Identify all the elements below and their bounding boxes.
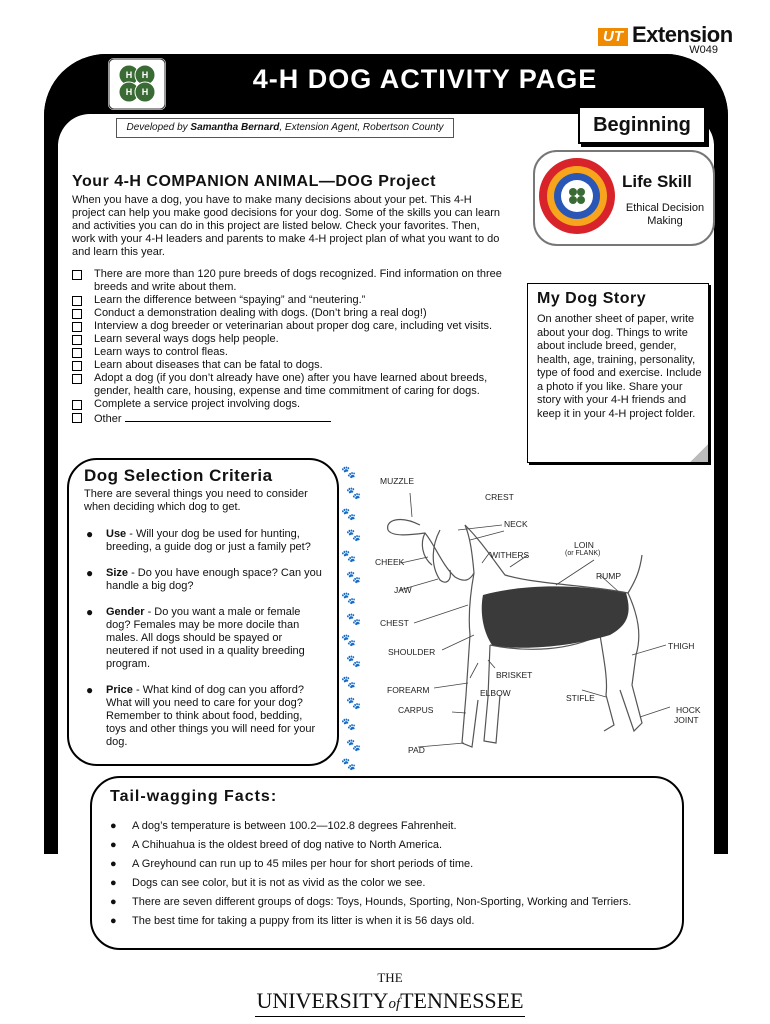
checkbox[interactable] — [72, 400, 82, 410]
checklist-text: Learn the difference between “spaying” and “neutering.” — [94, 294, 366, 306]
dog-story-title: My Dog Story — [537, 290, 647, 307]
dog-story-text: On another sheet of paper, write about your dog. Things to write about include breed, gender, health, age, training, personality, type of food and exercise. Include a photo if you like. Share your story with your 4-H friends and keep it in your 4-H project folder. — [537, 313, 702, 420]
criteria-term: Size — [106, 567, 129, 579]
list-item — [72, 307, 522, 320]
label-shoulder: SHOULDER — [388, 647, 436, 657]
list-item — [84, 606, 324, 671]
checklist-text: Learn several ways dogs help people. — [94, 333, 279, 345]
level-badge: Beginning — [578, 106, 706, 144]
bullet-icon: ● — [86, 566, 94, 580]
list-item — [84, 684, 324, 749]
checklist-text: Complete a service project involving dogs. — [94, 398, 301, 410]
paw-icon: 🐾 — [346, 738, 361, 752]
list-item — [84, 567, 324, 593]
checklist-text: There are more than 120 pure breeds of dogs recognized. Find information on three breeds and write about them. — [94, 268, 502, 293]
list-item — [72, 398, 522, 411]
list-item — [72, 333, 522, 346]
checkbox[interactable] — [72, 322, 82, 332]
tail-facts-title: Tail-wagging Facts: — [110, 788, 278, 805]
checkbox[interactable] — [72, 335, 82, 345]
extension-wordmark: Extension — [632, 22, 733, 47]
dog-diagram-labels — [370, 476, 710, 765]
paw-icon: 🐾 — [341, 633, 356, 647]
bullet-icon: ● — [110, 877, 117, 889]
list-item — [72, 372, 524, 398]
label-elbow: ELBOW — [480, 688, 511, 698]
life-skill-value: Ethical Decision Making — [625, 202, 705, 227]
list-item — [72, 268, 522, 294]
checkbox[interactable] — [72, 296, 82, 306]
criteria-text: - Will your dog be used for hunting, breeding, a guide dog or just a family pet? — [106, 528, 311, 553]
label-stifle: STIFLE — [566, 693, 595, 703]
list-item — [84, 528, 324, 554]
label-neck: NECK — [504, 519, 528, 529]
fact-text: There are seven different groups of dogs: Toys, Hounds, Sporting, Non-Sporting, Working and Terriers. — [132, 896, 632, 908]
checklist-text: Conduct a demonstration dealing with dogs. (Don’t bring a real dog!) — [94, 307, 427, 319]
paw-icon: 🐾 — [346, 612, 361, 626]
paw-icon: 🐾 — [346, 570, 361, 584]
tail-facts-list — [110, 818, 670, 932]
bullet-icon: ● — [110, 839, 117, 851]
label-withers: WITHERS — [490, 550, 530, 560]
paw-icon: 🐾 — [346, 696, 361, 710]
paw-icon: 🐾 — [341, 675, 356, 689]
paw-icon: 🐾 — [341, 507, 356, 521]
selection-criteria-list — [84, 528, 324, 762]
project-title: Your 4-H COMPANION ANIMAL—DOG Project — [72, 173, 436, 190]
checkbox[interactable] — [72, 361, 82, 371]
target-icon — [537, 156, 617, 236]
bullet-icon: ● — [110, 858, 117, 870]
bullet-icon: ● — [86, 527, 94, 541]
list-item — [72, 359, 522, 372]
criteria-text: - Do you want a male or female dog? Females may be more docile than males. All dogs should be spayed or neutered if not used in a quality breeding program. — [106, 606, 305, 670]
checklist-text: Learn about diseases that can be fatal to dogs. — [94, 359, 323, 371]
label-joint: JOINT — [674, 715, 699, 725]
label-cheek: CHEEK — [375, 557, 405, 567]
checklist-text: Adopt a dog (if you don’t already have one) after you have learned about breeds, gender, health care, housing, expense and time commitment of caring for dogs. — [94, 372, 488, 397]
svg-text:H: H — [125, 87, 133, 97]
other-blank-line[interactable] — [125, 411, 331, 422]
label-brisket: BRISKET — [496, 670, 533, 680]
fact-text: A dog’s temperature is between 100.2—102.8 degrees Fahrenheit. — [132, 820, 457, 832]
bullet-icon: ● — [110, 915, 117, 927]
univ-pre: THE — [377, 970, 403, 985]
checkbox[interactable] — [72, 270, 82, 280]
fact-text: A Greyhound can run up to 45 miles per hour for short periods of time. — [132, 858, 474, 870]
checkbox[interactable] — [72, 309, 82, 319]
list-item — [72, 411, 522, 426]
list-item — [110, 837, 670, 856]
bullet-icon: ● — [110, 820, 117, 832]
label-jaw: JAW — [394, 585, 412, 595]
list-item — [110, 913, 670, 932]
criteria-term: Price — [106, 684, 133, 696]
label-carpus: CARPUS — [398, 705, 434, 715]
label-forearm: FOREARM — [387, 685, 430, 695]
paw-icon: 🐾 — [346, 654, 361, 668]
paw-icon: 🐾 — [341, 549, 356, 563]
label-thigh: THIGH — [668, 641, 695, 651]
criteria-text: - What kind of dog can you afford? What will you need to care for your dog? Remember to think about food, bedding, toys and other things you will need for your dog. — [106, 684, 316, 748]
label-loin: LOIN — [574, 540, 594, 550]
ut-logo-mark: UT — [598, 28, 628, 46]
fact-text: A Chihuahua is the oldest breed of dog native to North America. — [132, 839, 443, 851]
paw-icon: 🐾 — [341, 591, 356, 605]
label-crest: CREST — [485, 492, 514, 502]
project-checklist — [72, 268, 522, 426]
list-item — [72, 294, 522, 307]
label-chest: CHEST — [380, 618, 409, 628]
checklist-text: Learn ways to control fleas. — [94, 346, 228, 358]
checklist-text: Interview a dog breeder or veterinarian about proper dog care, including vet visits. — [94, 320, 493, 332]
document-code: W049 — [689, 44, 718, 56]
paw-icon: 🐾 — [341, 465, 356, 479]
list-item — [110, 894, 670, 913]
label-rump: RUMP — [596, 571, 622, 581]
label-pad: PAD — [408, 745, 425, 755]
university-wordmark — [255, 962, 525, 1017]
univ-end: TENNESSEE — [400, 988, 524, 1013]
bullet-icon: ● — [86, 683, 94, 697]
svg-text:H: H — [141, 87, 149, 97]
criteria-term: Gender — [106, 606, 145, 618]
developed-by-suffix: , Extension Agent, Robertson County — [279, 122, 444, 133]
checkbox[interactable] — [72, 374, 82, 384]
developed-by-prefix: Developed by — [126, 122, 191, 133]
project-intro: When you have a dog, you have to make many decisions about your pet. This 4-H project can help you make good decisions for your dog. Some of the skills you can learn and activities you can do in this project are listed below. Check your favorites. Then, work with your 4-H leaders and parents to make 4-H project plan of what you want to do and learn this year. — [72, 194, 501, 258]
developer-name: Samantha Bernard — [190, 122, 280, 133]
label-loin-sub: (or FLANK) — [565, 550, 601, 557]
page-curl-icon — [690, 444, 708, 462]
univ-main: UNIVERSITY — [256, 988, 389, 1013]
paw-icon: 🐾 — [341, 717, 356, 731]
label-muzzle: MUZZLE — [380, 476, 414, 486]
life-skill-title: Life Skill — [622, 172, 692, 191]
clover-icon — [108, 58, 166, 110]
bullet-icon: ● — [86, 605, 94, 619]
paw-icon: 🐾 — [346, 528, 361, 542]
svg-text:H: H — [125, 70, 133, 80]
fact-text: The best time for taking a puppy from its litter is when it is 56 days old. — [132, 915, 475, 927]
selection-criteria-intro: There are several things you need to consider when deciding which dog to get. — [84, 488, 308, 513]
list-item — [72, 320, 522, 333]
list-item — [110, 818, 670, 837]
list-item — [110, 875, 670, 894]
bullet-icon: ● — [110, 896, 117, 908]
developed-by — [116, 118, 454, 138]
criteria-text: - Do you have enough space? Can you handle a big dog? — [106, 567, 322, 592]
paw-icon: 🐾 — [341, 757, 356, 771]
checkbox[interactable] — [72, 348, 82, 358]
page-title: 4-H DOG ACTIVITY PAGE — [252, 64, 598, 94]
list-item — [72, 346, 522, 359]
svg-text:H: H — [141, 70, 149, 80]
fact-text: Dogs can see color, but it is not as vivid as the color we see. — [132, 877, 426, 889]
checkbox[interactable] — [72, 413, 82, 423]
label-hock: HOCK — [676, 705, 701, 715]
criteria-term: Use — [106, 528, 127, 540]
other-label: Other — [94, 413, 122, 425]
univ-of: of — [388, 996, 401, 1012]
list-item — [110, 856, 670, 875]
selection-criteria-title: Dog Selection Criteria — [84, 466, 273, 485]
paw-icon: 🐾 — [346, 486, 361, 500]
